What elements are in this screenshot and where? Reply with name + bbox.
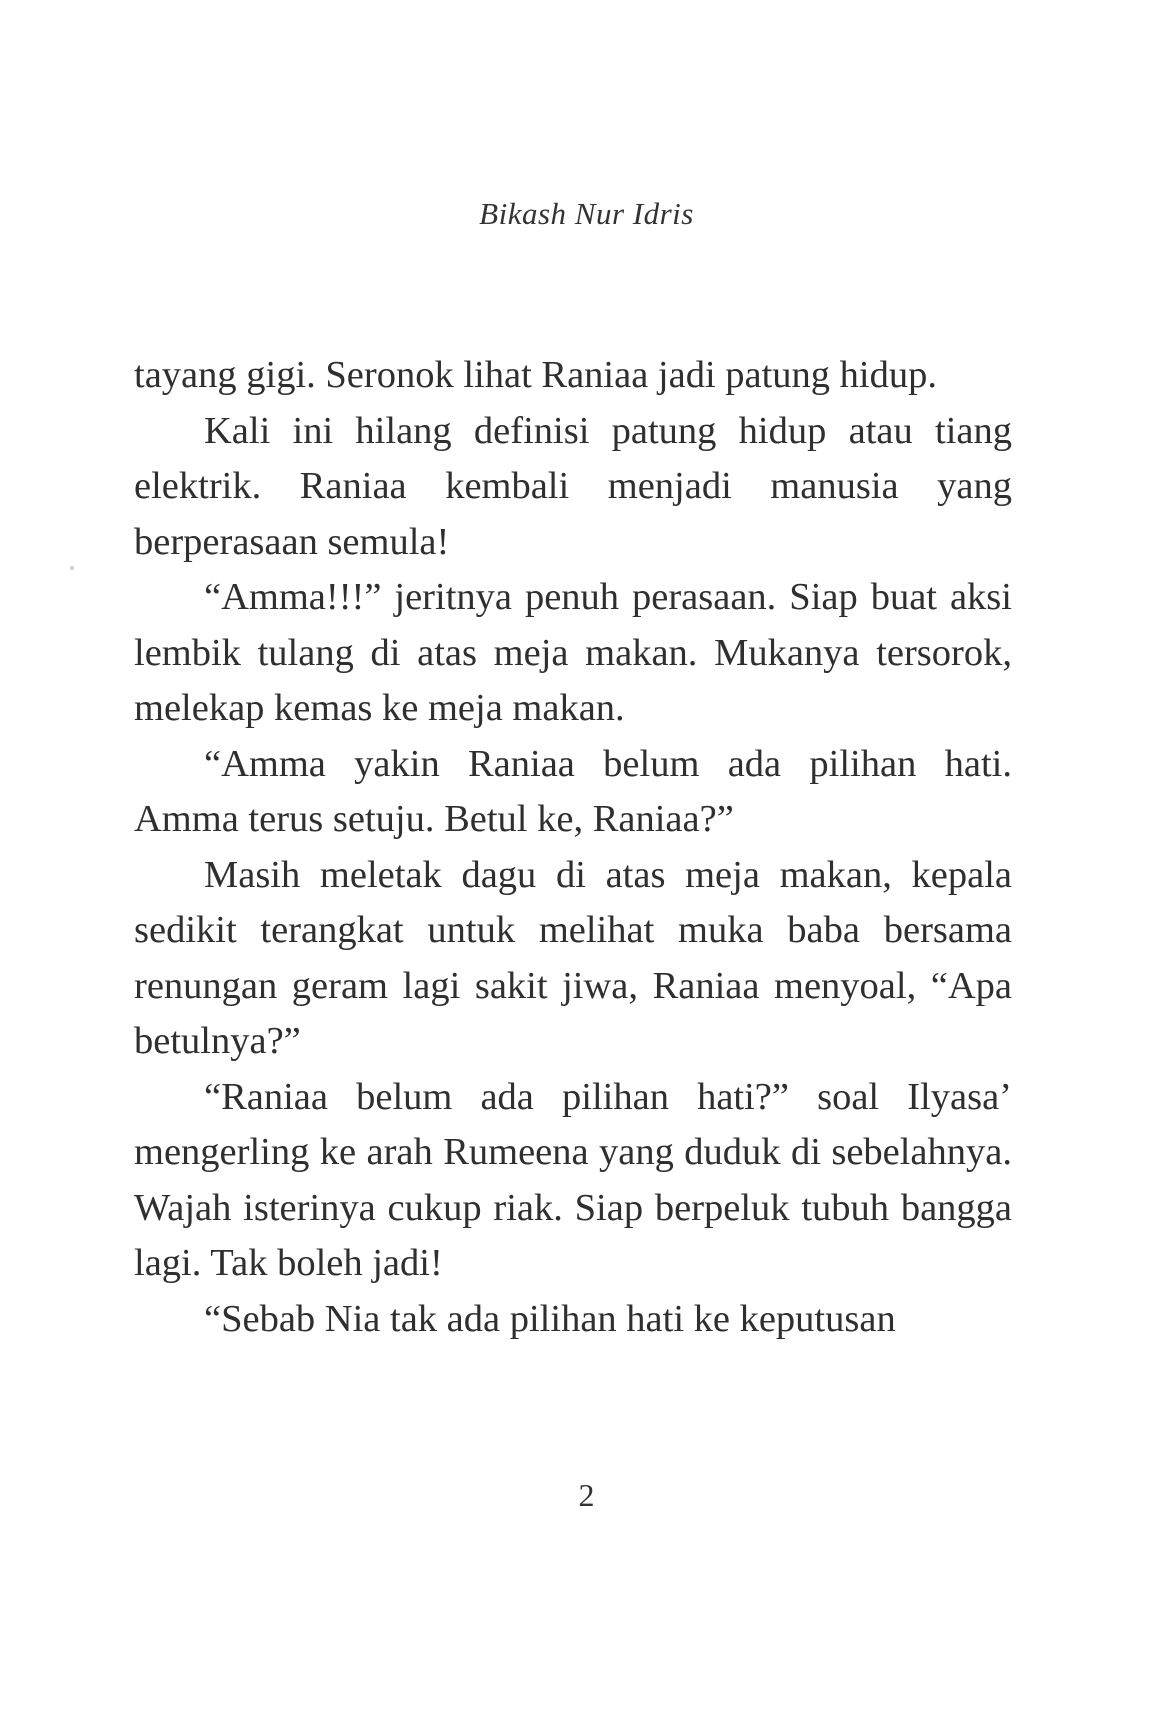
paragraph-4: “Amma yakin Raniaa belum ada pilihan hati. Amma terus setuju. Betul ke, Raniaa?” [134, 742, 1012, 840]
body-text [134, 348, 1012, 1347]
page-number: 2 [578, 1477, 595, 1513]
paragraph-6: “Raniaa belum ada pilihan hati?” soal Ilyasa’ mengerling ke arah Rumeena yang duduk di sebelahnya. Wajah isterinya cukup riak. Siap berpeluk tubuh bangga lagi. Tak boleh jadi! [134, 1075, 1012, 1284]
paragraph-3: “Amma!!!” jeritnya penuh perasaan. Siap buat aksi lembik tulang di atas meja makan. Mukanya tersorok, melekap kemas ke meja makan. [134, 576, 1012, 729]
paragraph-1: tayang gigi. Seronok lihat Raniaa jadi patung hidup. [134, 354, 937, 396]
paragraph-7: “Sebab Nia tak ada pilihan hati ke keputusan [204, 1297, 896, 1340]
running-head-author: Bikash Nur Idris [479, 196, 694, 231]
scan-speck [70, 566, 74, 570]
paragraph-5: Masih meletak dagu di atas meja makan, kepala sedikit terangkat untuk melihat muka baba bersama renungan geram lagi sakit jiwa, Raniaa menyoal, “Apa betulnya?” [134, 853, 1012, 1062]
paragraph-2: Kali ini hilang definisi patung hidup atau tiang elektrik. Raniaa kembali menjadi manusia yang berperasaan semula! [134, 409, 1012, 563]
